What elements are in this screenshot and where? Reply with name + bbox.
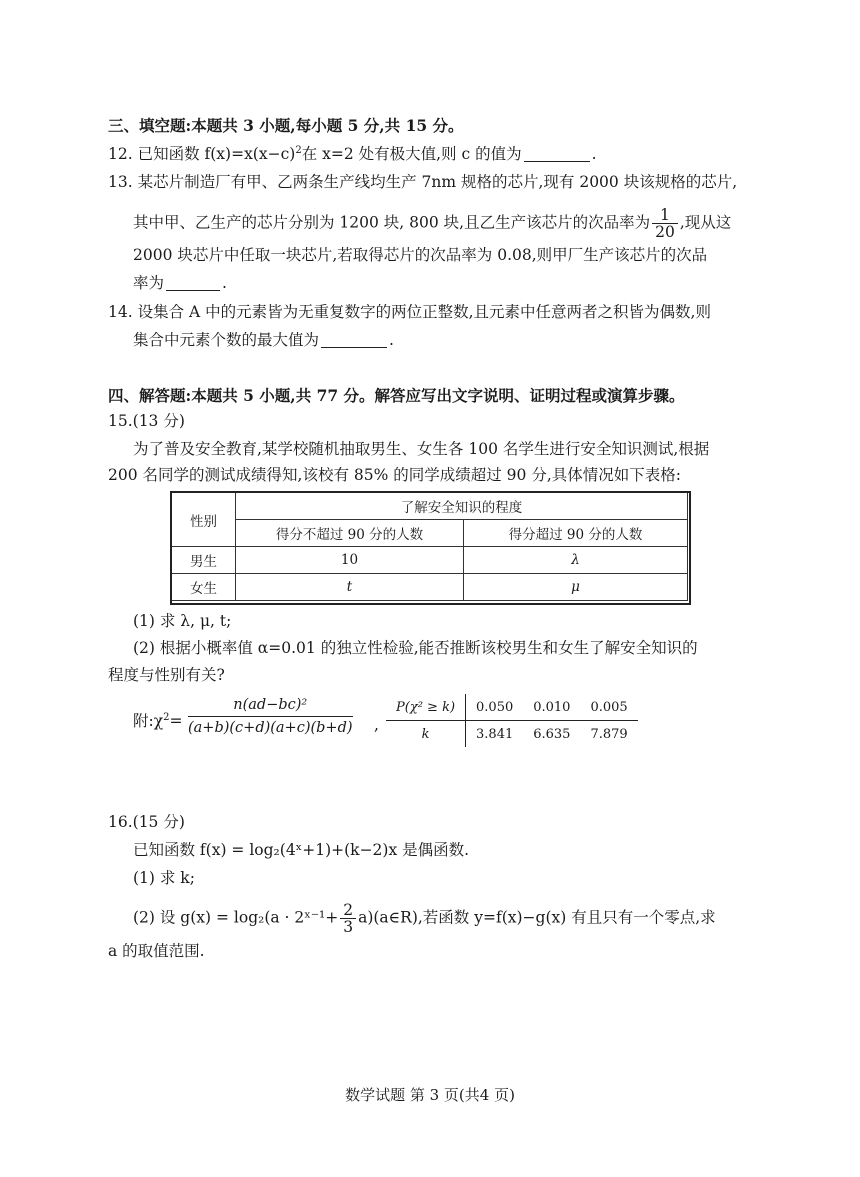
section4-heading: 四、解答题:本题共 5 小题,共 77 分。解答应写出文字说明、证明过程或演算步骤。 [108,386,685,405]
q15-part2-line2: 程度与性别有关? [108,666,225,684]
q15-part2-line1: (2) 根据小概率值 α=0.01 的独立性检验,能否推断该校男生和女生了解安全知识的 [133,639,698,657]
ptable-k-value: 7.879 [590,726,628,742]
ptable-k-label: k [386,721,466,748]
row-label: 男生 [172,547,236,574]
q15-para1: 为了普及安全教育,某学校随机抽取男生、女生各 100 名学生进行安全知识测试,根据 [133,440,710,458]
q16-number: 16.(15 分) [108,813,185,831]
appendix-sup: 2 [163,711,170,723]
q14-line1: 14. 设集合 A 中的元素皆为无重复数字的两位正整数,且元素中任意两者之积皆为偶数,则 [108,303,711,321]
q12-sup: 2 [295,144,302,156]
table-header-col-b: 得分超过 90 分的人数 [464,520,688,547]
q12-text-post: 在 x=2 处有极大值,则 c 的值为 [301,145,522,163]
table-row [172,574,688,601]
q15-part1: (1) 求 λ, μ, t; [133,612,232,630]
q14-line2-pre: 集合中元素个数的最大值为 [133,331,320,349]
q13-line2-pre: 其中甲、乙生产的芯片分别为 1200 块, 800 块,且乙生产该芯片的次品率为 [133,213,651,232]
fraction-1-20 [652,207,678,240]
ptable-k-value: 3.841 [476,726,514,742]
critical-value-table [386,694,638,747]
q13-line3: 2000 块芯片中任取一块芯片,若取得芯片的次品率为 0.08,则甲厂生产该芯片的次品 [133,246,708,264]
q13-line2 [133,207,731,240]
answer-blank [166,274,220,291]
ptable-p-value: 0.005 [590,699,628,715]
q12-text: 12. 已知函数 f(x)=x(x−c) [108,145,296,163]
fraction-numerator: 1 [652,207,678,224]
fraction-numerator: 2 [340,902,356,919]
appendix-eq: = [169,712,183,730]
chi-square-formula [188,697,353,736]
row-cell-b: μ [464,574,688,601]
q15-para2: 200 名同学的测试成绩得知,该校有 85% 的同学成绩超过 90 分,具体情况如下表格: [108,466,681,484]
q13-line4-pre: 率为 [133,274,165,292]
ptable-head: P(χ² ≥ k) [386,694,466,721]
row-cell-b: λ [464,547,688,574]
q12-end: . [591,145,597,163]
ptable-p-value: 0.010 [533,699,571,715]
formula-denominator: (a+b)(c+d)(a+c)(b+d) [188,720,353,736]
fraction-denominator: 20 [655,223,675,241]
q14-line2 [133,329,394,351]
row-cell-a: 10 [236,547,464,574]
formula-comma: , [374,716,379,734]
q13-line4-end: . [222,274,227,292]
table-header-group: 了解安全知识的程度 [236,493,688,520]
q16-part1: (1) 求 k; [133,869,195,887]
table-header-gender: 性别 [172,493,236,547]
row-cell-a: t [236,574,464,601]
row-label: 女生 [172,574,236,601]
page-footer: 数学试题 第 3 页(共4 页) [345,1086,515,1104]
fraction-2-3 [340,902,356,935]
appendix-label [133,710,183,732]
fraction-denominator: 3 [343,918,354,936]
appendix-chi: 附:χ [133,712,164,730]
q15-number: 15.(13 分) [108,412,185,430]
gender-score-table [171,492,688,601]
q16-line1: 已知函数 f(x) = log₂(4ˣ+1)+(k−2)x 是偶函数. [133,841,470,859]
answer-blank [524,145,590,162]
answer-blank [321,331,387,348]
table-row [172,547,688,574]
q13-line4 [133,272,227,294]
ptable-k-value: 6.635 [533,726,571,742]
question-12 [108,143,597,165]
q14-line2-end: . [389,331,394,349]
formula-numerator: n(ad−bc)² [188,697,353,717]
q16-part2-line2: a 的取值范围. [108,942,205,960]
q16-part2-pre: (2) 设 g(x) = log₂(a · 2ˣ⁻¹+ [133,908,339,927]
q13-line1: 13. 某芯片制造厂有甲、乙两条生产线均生产 7nm 规格的芯片,现有 2000 块该规格的芯片, [108,173,738,191]
table-header-col-a: 得分不超过 90 分的人数 [236,520,464,547]
q13-line2-post: ,现从这 [679,213,732,232]
section3-heading: 三、填空题:本题共 3 小题,每小题 5 分,共 15 分。 [108,116,464,135]
ptable-p-value: 0.050 [476,699,514,715]
q16-part2-line1 [133,902,716,935]
q16-part2-post: a)(a∈R),若函数 y=f(x)−g(x) 有且只有一个零点,求 [358,908,716,927]
